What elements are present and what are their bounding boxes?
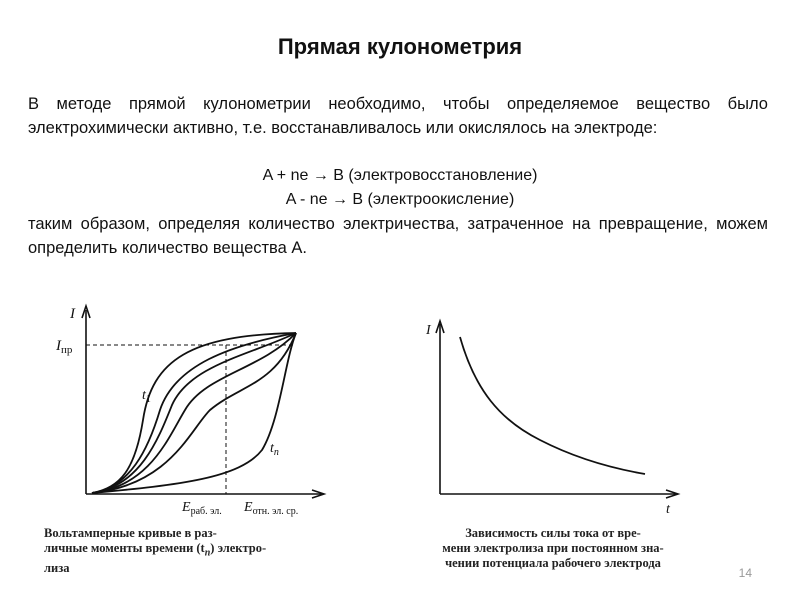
left-caption-line-2-start: личные моменты времени (t	[44, 541, 205, 555]
right-axes	[436, 321, 678, 498]
right-x-axis-label: t	[666, 502, 670, 517]
left-caption-line-3: лиза	[44, 560, 70, 575]
left-dashed-guides	[86, 345, 296, 494]
left-caption-line-2	[44, 541, 344, 561]
oxidation-equation: A - ne → B (электроокисление)	[285, 191, 515, 208]
curve-4	[92, 333, 296, 493]
tn-label: $t_n$	[270, 441, 279, 458]
left-caption-line-1: Вольтамперные кривые в раз-	[44, 526, 217, 540]
left-caption-line-2-sub: n	[204, 547, 211, 559]
voltammetric-curves	[92, 333, 296, 493]
right-caption-line-3: чении потенциала рабочего электрода	[445, 556, 661, 570]
slide-title: Прямая кулонометрия	[277, 34, 523, 59]
conclusion-paragraph: таким образом, определяя количество электричества, затраченное на превращение, можем определить количество вещества А.	[28, 215, 768, 257]
right-figure-caption	[418, 526, 688, 571]
i-pr-label: $I_{пр}$	[56, 338, 73, 356]
right-y-axis-label: I	[426, 323, 431, 338]
right-caption-line-1: Зависимость силы тока от вре-	[465, 526, 641, 540]
intro-paragraph: В методе прямой кулонометрии необходимо, чтобы определяемое вещество было электрохимически активно, т.е. восстанавливалось или окислялось на электроде:	[28, 95, 768, 137]
page-number: 14	[738, 566, 752, 580]
current-decay-curve	[460, 337, 645, 474]
t1-label: $t_1$	[142, 388, 151, 405]
left-y-axis-label: I	[70, 306, 75, 322]
right-caption-line-2: мени электролиза при постоянном зна-	[442, 541, 664, 555]
e-ref-label: $E_{отн. эл. ср.}$	[244, 500, 299, 517]
reduction-equation: A + ne → B (электровосстановление)	[262, 167, 538, 184]
left-caption-line-2-end: ) электро-	[210, 541, 267, 555]
e-work-label: $E_{раб. эл.}$	[182, 500, 222, 517]
left-figure-caption	[44, 526, 344, 576]
